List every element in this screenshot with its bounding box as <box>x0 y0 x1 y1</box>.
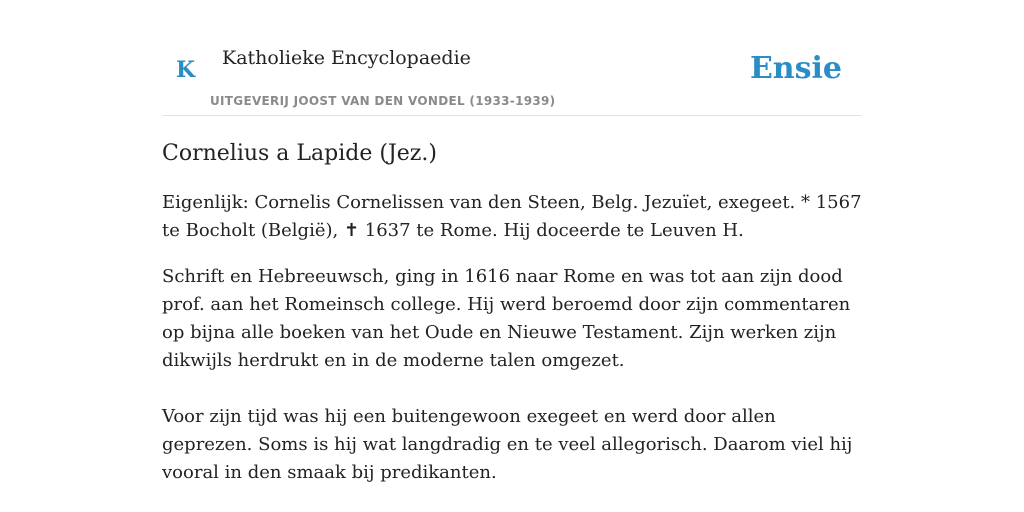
article-body <box>162 138 862 505</box>
article-paragraph: Eigenlijk: Cornelis Cornelissen van den Steen, Belg. Jezuïet, exegeet. * 1567 te Bocholt (België), ✝ 1637 te Rome. Hij doceerde te Leuven H. <box>162 192 862 241</box>
article-title: Cornelius a Lapide (Jez.) <box>162 141 437 166</box>
site-header <box>162 38 862 116</box>
publisher-name: UITGEVERIJ JOOST VAN DEN VONDEL (1933-1939) <box>210 94 556 108</box>
encyclopedia-logo[interactable]: K <box>176 57 196 83</box>
article-paragraph: Schrift en Hebreeuwsch, ging in 1616 naar Rome en was tot aan zijn dood prof. aan het Romeinsch college. Hij werd beroemd door zijn commentaren op bijna alle boeken van het Oude en Nieuwe Testament. Zijn werken zijn dikwijls herdrukt en in de moderne talen omgezet. <box>162 266 851 371</box>
publication-title[interactable]: Katholieke Encyclopaedie <box>222 47 471 69</box>
article-paragraph: Voor zijn tijd was hij een buitengewoon exegeet en werd door allen geprezen. Soms is hij wat langdradig en te veel allegorisch. Daarom viel hij vooral in den smaak bij predikanten. <box>162 406 853 483</box>
ensie-logo-link[interactable]: Ensie <box>749 51 842 86</box>
